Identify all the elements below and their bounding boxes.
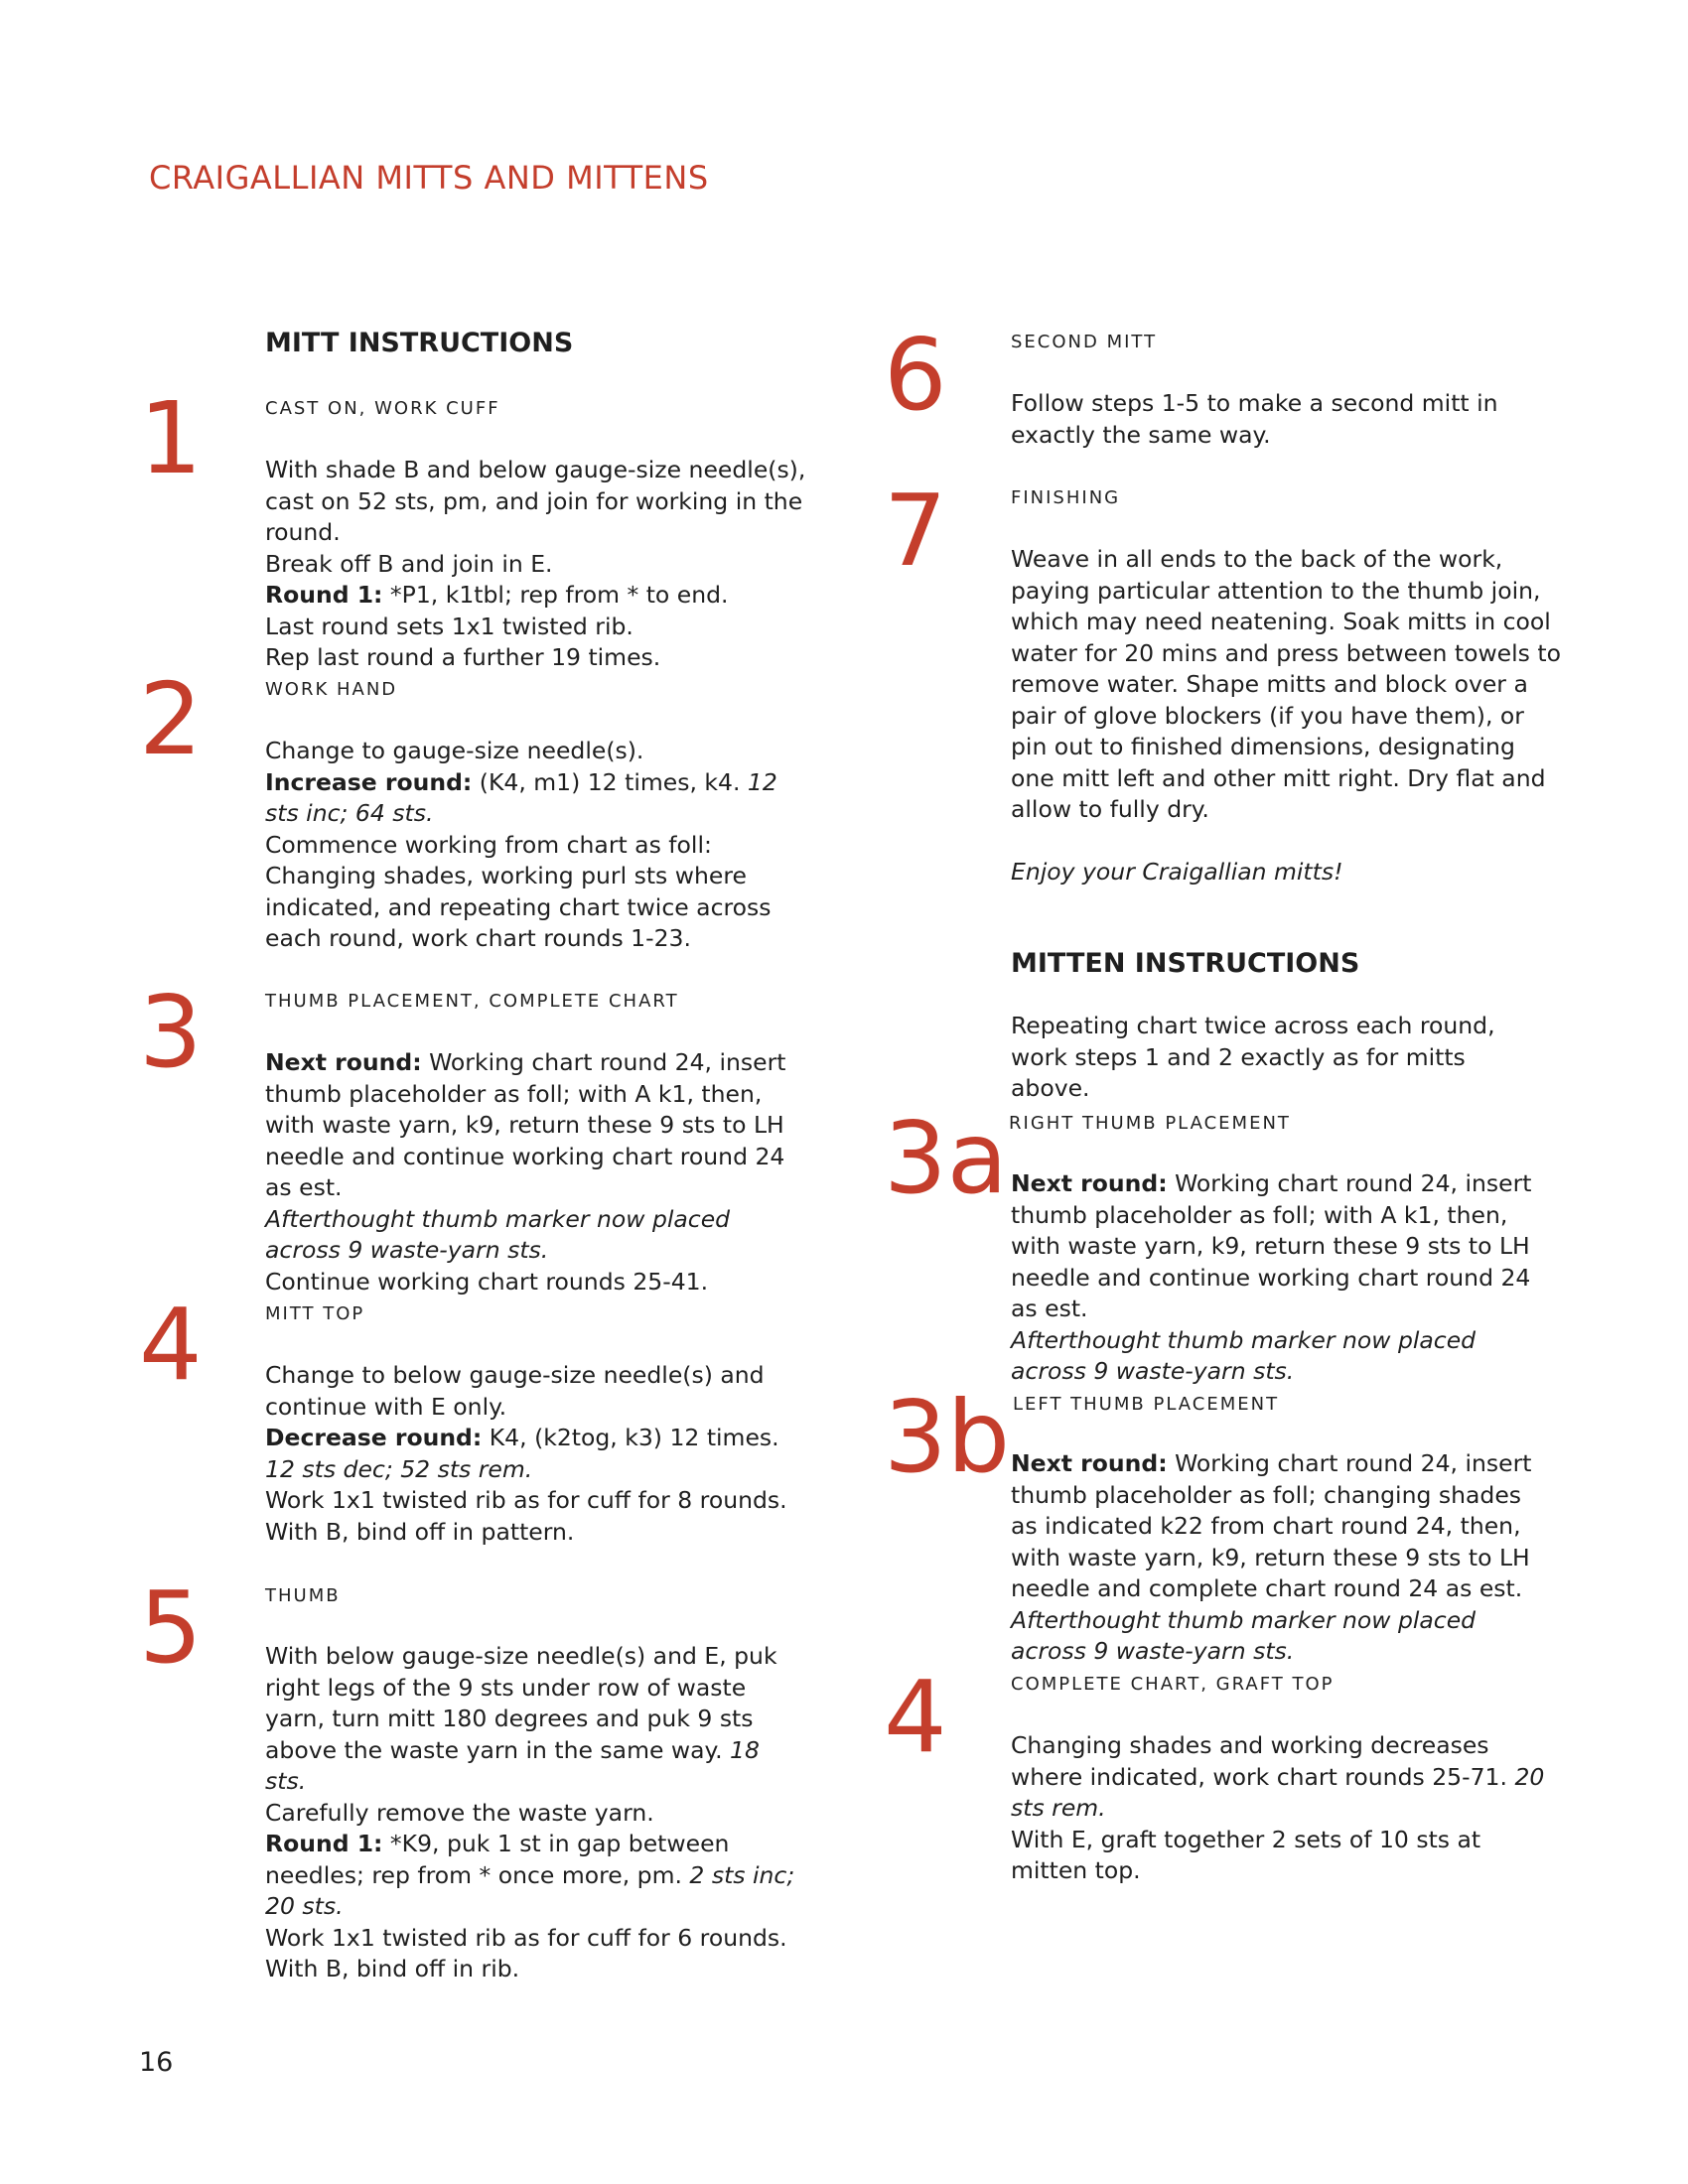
text-line xyxy=(265,580,821,612)
step-title-work-hand: WORK HAND xyxy=(265,679,398,700)
text-line: Repeating chart twice across each round, work steps 1 and 2 exactly as for mitts above. xyxy=(1011,1012,1495,1102)
text-line xyxy=(265,1204,791,1267)
step-number-4-mitten: 4 xyxy=(884,1659,947,1775)
text-line: Work 1x1 twisted rib as for cuff for 6 rounds. xyxy=(265,1923,787,1952)
step-number-2: 2 xyxy=(139,661,203,777)
step-title-left-thumb: LEFT THUMB PLACEMENT xyxy=(1013,1394,1280,1415)
step-body-cast-on xyxy=(265,455,821,674)
text-line: With B, bind off in pattern. xyxy=(265,1517,575,1546)
italic-note: Afterthought thumb marker now placed across 9 waste-yarn sts. xyxy=(265,1204,731,1264)
step-number-3a: 3a xyxy=(884,1100,1008,1216)
text-line: Change to gauge-size needle(s). xyxy=(265,737,644,764)
italic-note: Enjoy your Craigallian mitts! xyxy=(1011,857,1343,886)
text-span: K4, (k2tog, k3) 12 times. xyxy=(482,1424,779,1451)
page-title: CRAIGALLIAN MITTS AND MITTENS xyxy=(149,159,709,197)
text-line xyxy=(1011,1730,1547,1825)
step-body-left-thumb xyxy=(1011,1448,1552,1668)
text-span: Working chart round 24, insert thumb placeholder as foll; with A k1, then, with waste yarn, k9, return these 9 sts to LH needle and continue working chart round 24 as est. xyxy=(1011,1169,1532,1322)
text-line xyxy=(265,1423,796,1485)
step-number-3b: 3b xyxy=(884,1379,1011,1495)
step-number-4: 4 xyxy=(139,1287,203,1403)
step-body-mitt-top xyxy=(265,1360,796,1548)
step-number-1: 1 xyxy=(139,380,203,496)
text-line: Rep last round a further 19 times. xyxy=(265,643,661,671)
step-number-7: 7 xyxy=(884,473,947,589)
italic-note: Afterthought thumb marker now placed across 9 waste-yarn sts. xyxy=(1011,1325,1477,1385)
text-line: With B, bind off in rib. xyxy=(265,1955,520,1982)
step-body-second-mitt xyxy=(1011,388,1547,451)
mitten-instructions-heading: MITTEN INSTRUCTIONS xyxy=(1011,948,1360,979)
text-line xyxy=(265,1829,801,1923)
step-title-graft-top: COMPLETE CHART, GRAFT TOP xyxy=(1011,1674,1335,1695)
text-line xyxy=(265,1047,791,1204)
step-body-thumb xyxy=(265,1641,801,1985)
bold-label: Decrease round: xyxy=(265,1424,483,1451)
step-title-thumb-placement: THUMB PLACEMENT, COMPLETE CHART xyxy=(265,991,679,1012)
text-line xyxy=(1011,1168,1547,1325)
step-title-finishing: FINISHING xyxy=(1011,487,1121,508)
mitt-instructions-heading: MITT INSTRUCTIONS xyxy=(265,328,574,358)
text-span: With below gauge-size needle(s) and E, puk right legs of the 9 sts under row of waste yarn, turn mitt 180 degrees and puk 9 sts above the waste yarn in the same way. xyxy=(265,1642,777,1764)
text-line xyxy=(1011,1325,1547,1388)
italic-note: 2 sts inc; 20 sts. xyxy=(265,1860,795,1920)
step-body-finishing xyxy=(1011,544,1562,887)
bold-label: Next round: xyxy=(1011,1449,1168,1477)
text-line: Commence working from chart as foll: Changing shades, working purl sts where indicated, and repeating chart twice across each round, work chart rounds 1-23. xyxy=(265,830,772,952)
text-line: With E, graft together 2 sets of 10 sts at mitten top. xyxy=(1011,1825,1481,1884)
bold-label: Increase round: xyxy=(265,767,473,796)
text-line xyxy=(1011,857,1562,888)
text-span: Working chart round 24, insert thumb placeholder as foll; changing shades as indicated k22 from chart round 24, then, with waste yarn, k9, return these 9 sts to LH needle and complete chart round 24 as est. xyxy=(1011,1449,1532,1602)
step-title-mitt-top: MITT TOP xyxy=(265,1303,365,1324)
text-line: Work 1x1 twisted rib as for cuff for 8 rounds. xyxy=(265,1486,787,1514)
step-body-right-thumb xyxy=(1011,1168,1547,1388)
text-span: *K9, puk 1 st in gap between needles; rep from * once more, pm. xyxy=(265,1830,730,1889)
step-title-cast-on: CAST ON, WORK CUFF xyxy=(265,398,500,419)
step-number-5: 5 xyxy=(139,1570,203,1686)
text-line: Continue working chart rounds 25-41. xyxy=(265,1267,709,1296)
bold-label: Round 1: xyxy=(265,581,383,609)
text-line xyxy=(265,767,801,830)
step-title-second-mitt: SECOND MITT xyxy=(1011,332,1158,352)
page-number: 16 xyxy=(139,2047,174,2078)
text-line: With shade B and below gauge-size needle(s), cast on 52 sts, pm, and join for working in the round. xyxy=(265,456,806,546)
text-line: Break off B and join in E. xyxy=(265,549,553,578)
step-number-6: 6 xyxy=(884,317,947,433)
bold-label: Next round: xyxy=(1011,1169,1168,1197)
text-span: *P1, k1tbl; rep from * to end. xyxy=(382,581,729,609)
text-line xyxy=(265,1641,801,1798)
text-line: Change to below gauge-size needle(s) and continue with E only. xyxy=(265,1361,765,1421)
step-body-thumb-placement xyxy=(265,1047,791,1297)
text-line: Last round sets 1x1 twisted rib. xyxy=(265,612,633,640)
italic-note: 20 sts rem. xyxy=(1011,1762,1545,1822)
step-body-graft-top xyxy=(1011,1730,1547,1887)
text-line: Follow steps 1-5 to make a second mitt in exactly the same way. xyxy=(1011,389,1498,449)
text-span: Working chart round 24, insert thumb placeholder as foll; with A k1, then, with waste yarn, k9, return these 9 sts to LH needle and continue working chart round 24 as est. xyxy=(265,1048,786,1201)
text-span: Changing shades and working decreases where indicated, work chart rounds 25-71. xyxy=(1011,1731,1515,1791)
text-span: (K4, m1) 12 times, k4. xyxy=(472,767,748,796)
step-number-3: 3 xyxy=(139,974,203,1090)
text-line xyxy=(1011,1448,1552,1668)
bold-label: Round 1: xyxy=(265,1830,383,1857)
bold-label: Next round: xyxy=(265,1048,422,1076)
step-title-right-thumb: RIGHT THUMB PLACEMENT xyxy=(1009,1113,1291,1134)
mitten-intro xyxy=(1011,1011,1547,1105)
text-line: Carefully remove the waste yarn. xyxy=(265,1798,654,1827)
text-line: Weave in all ends to the back of the work, paying particular attention to the thumb join, which may need neatening. Soak mitts in cool water for 20 mins and press between towels to remove water. Shape mitts and block over a pair of glove blockers (if you have them), or pin out to finished dimensions, designating one mitt left and other mitt right. Dry flat and allow to fully dry. xyxy=(1011,545,1561,823)
step-title-thumb: THUMB xyxy=(265,1585,341,1606)
italic-note: 18 sts. xyxy=(265,1735,760,1795)
italic-note: 12 sts inc; 64 sts. xyxy=(265,767,777,827)
italic-note: 12 sts dec; 52 sts rem. xyxy=(265,1454,533,1483)
italic-note: Afterthought thumb marker now placed across 9 waste-yarn sts. xyxy=(1011,1605,1477,1665)
step-body-work-hand xyxy=(265,736,801,955)
